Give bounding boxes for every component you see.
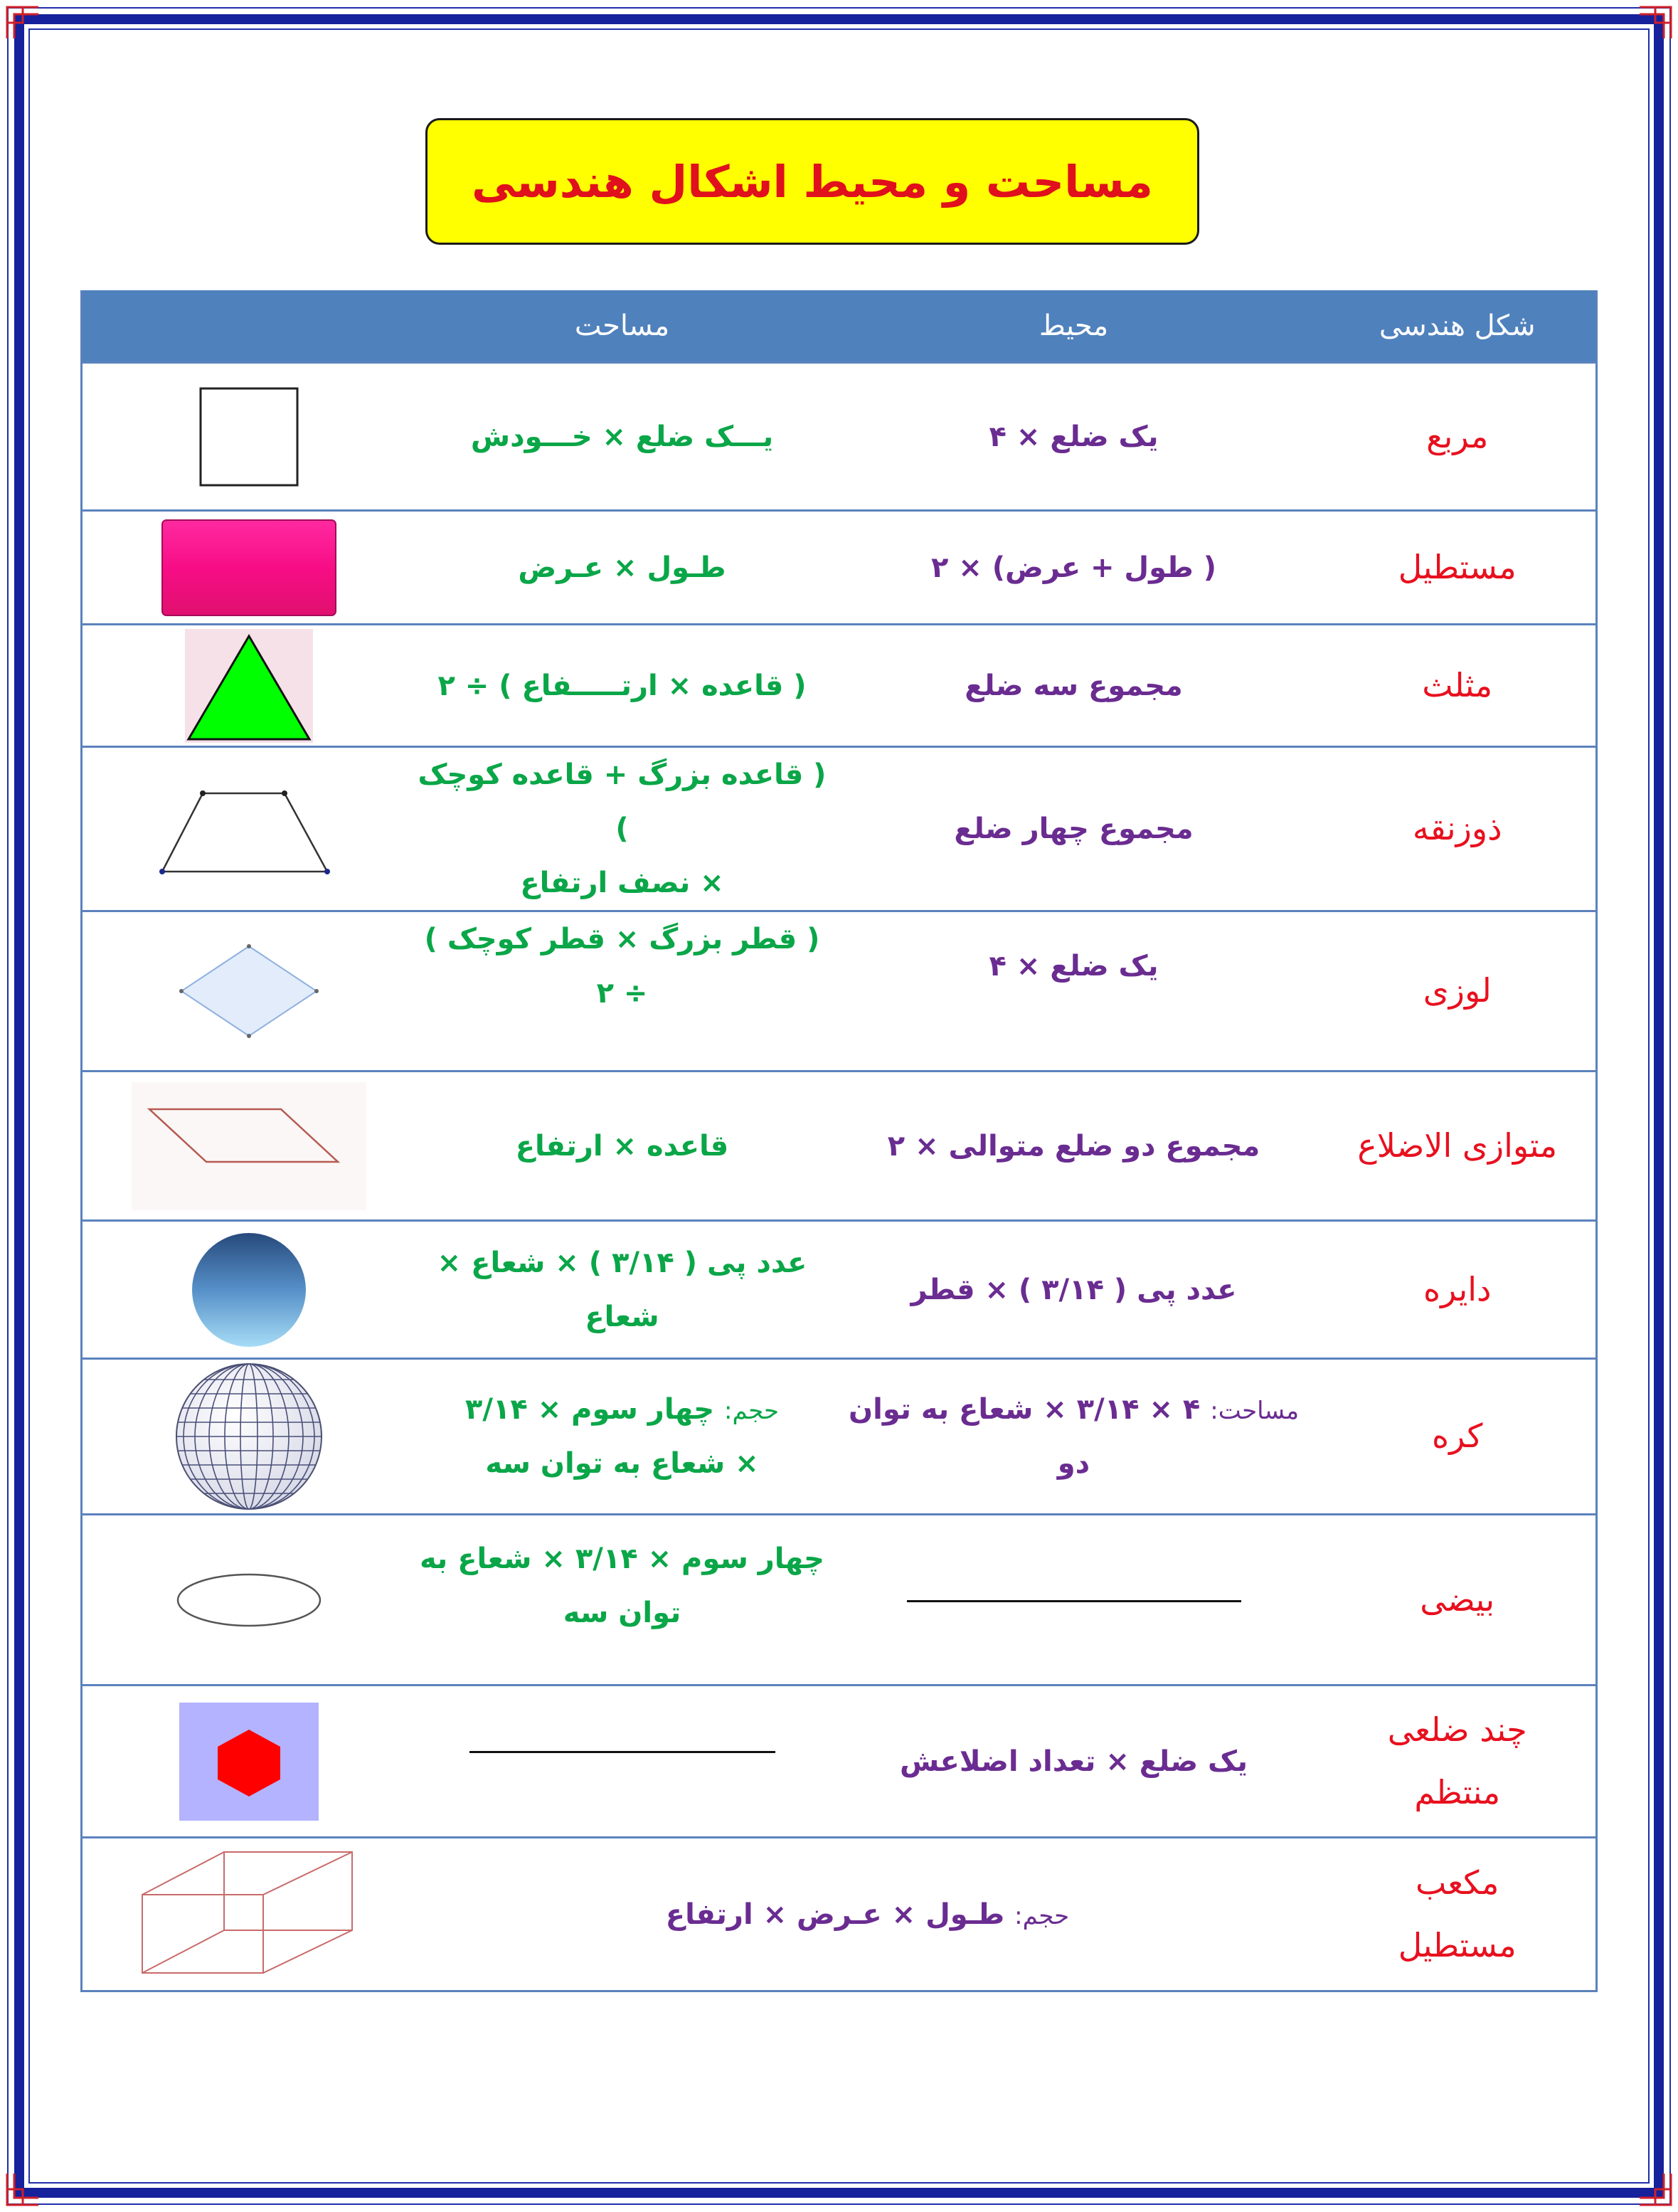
shape-name [1319, 1838, 1597, 1991]
shape-name-line1: چند ضلعی [1387, 1710, 1527, 1750]
shape-name-line1: مکعب [1416, 1863, 1499, 1903]
title-box [425, 118, 1199, 245]
shape-figure [82, 363, 416, 511]
table-row [82, 511, 1597, 625]
page-title: مساحت و محیط اشکال هندسی [472, 155, 1153, 208]
area-formula-line2: توان سه [563, 1596, 681, 1629]
shape-name-line2: منتظم [1414, 1772, 1501, 1811]
shape-name [1319, 1686, 1597, 1838]
rectangle-icon [156, 514, 341, 621]
volume-prefix: حجم: [1014, 1901, 1070, 1930]
blank-line [469, 1751, 775, 1753]
area-formula [416, 1221, 829, 1359]
shape-name: لوزی [1319, 911, 1597, 1071]
shape-name: ذوزنقه [1319, 747, 1597, 911]
perimeter-formula: یک ضلع × ۴ [829, 363, 1319, 511]
header-area: مساحت [416, 290, 829, 363]
table-row [82, 1359, 1597, 1515]
shape-name: مستطیل [1319, 511, 1597, 625]
shape-figure [82, 1359, 416, 1515]
table-row [82, 911, 1597, 1071]
shape-figure [82, 511, 416, 625]
perimeter-formula [829, 1359, 1319, 1515]
blank-line [907, 1600, 1241, 1602]
area-prefix: حجم: [724, 1397, 780, 1425]
shape-figure [82, 1838, 416, 1991]
area-formula: یـــک ضلع × خـــودش [416, 363, 829, 511]
cuboid-icon [132, 1845, 366, 1984]
table-row [82, 747, 1597, 911]
table-row [82, 1515, 1597, 1686]
corner-ornament-icon [1635, 2169, 1675, 2209]
shape-figure [82, 1515, 416, 1686]
table-row [82, 1686, 1597, 1838]
corner-ornament-icon [1635, 3, 1675, 43]
shape-name: بیضی [1319, 1515, 1597, 1686]
shape-name: کره [1319, 1359, 1597, 1515]
area-formula: ( قاعده × ارتـــــفاع ) ÷ ۲ [416, 625, 829, 747]
area-formula [416, 911, 829, 1071]
area-formula: طـول × عـرض [416, 511, 829, 625]
header-perimeter: محیط [829, 290, 1319, 363]
shape-figure [82, 1221, 416, 1359]
header-shape: شکل هندسی [1319, 290, 1597, 363]
perimeter-formula: عدد پی ( ۳/۱۴ ) × قطر [829, 1221, 1319, 1359]
perimeter-formula-line1: مساحت: ۴ × ۳/۱۴ × شعاع به توان [848, 1393, 1300, 1426]
corner-ornament-icon [3, 2169, 43, 2209]
shape-figure [82, 1071, 416, 1221]
area-formula-line1: حجم: چهار سوم × ۳/۱۴ [464, 1393, 780, 1426]
perimeter-formula [829, 1515, 1319, 1686]
shape-name: مثلث [1319, 625, 1597, 747]
table-header-row [82, 290, 1597, 363]
triangle-icon [185, 629, 313, 743]
perimeter-formula: مجموع چهار ضلع [829, 747, 1319, 911]
shape-name: متوازی الاضلاع [1319, 1071, 1597, 1221]
shape-name: دایره [1319, 1221, 1597, 1359]
area-formula-text: ( قطر بزرگ × قطر کوچک ) ÷ ۲ [424, 923, 820, 1010]
area-formula-line1: ( قاعده بزرگ + قاعده کوچک ) [418, 758, 827, 845]
area-formula [416, 1686, 829, 1838]
perimeter-formula [829, 911, 1319, 1071]
area-formula-line1: چهار سوم × ۳/۱۴ × شعاع به [420, 1542, 824, 1575]
area-formula: قاعده × ارتفاع [416, 1071, 829, 1221]
table-row [82, 1221, 1597, 1359]
hexagon-icon [179, 1703, 319, 1821]
circle-icon [188, 1229, 309, 1350]
table-row [82, 363, 1597, 511]
perimeter-formula: یک ضلع × تعداد اضلاعش [829, 1686, 1319, 1838]
perimeter-formula: مجموع سه ضلع [829, 625, 1319, 747]
area-formula [416, 1359, 829, 1515]
area-formula-line2: × نصف ارتفاع [520, 867, 724, 899]
ellipse-icon [174, 1568, 324, 1632]
perimeter-formula-text: یک ضلع × ۴ [989, 950, 1159, 983]
shape-name-line2: مستطیل [1398, 1925, 1517, 1964]
shape-figure [82, 911, 416, 1071]
area-formula-line2: × شعاع به توان سه [485, 1447, 759, 1480]
corner-ornament-icon [3, 3, 43, 43]
geometry-table [80, 290, 1598, 1992]
shape-figure [82, 625, 416, 747]
header-figure [82, 290, 416, 363]
area-formula-line1: عدد پی ( ۳/۱۴ ) × شعاع × [437, 1246, 807, 1279]
shape-figure [82, 747, 416, 911]
square-icon [196, 383, 302, 490]
volume-formula: حجم: طـول × عـرض × ارتفاع [416, 1838, 1319, 1991]
shape-figure [82, 1686, 416, 1838]
area-formula-line2: شعاع [585, 1300, 659, 1333]
area-formula [416, 1515, 829, 1686]
table-row [82, 1071, 1597, 1221]
sphere-icon [172, 1360, 326, 1513]
table-row [82, 625, 1597, 747]
parallelogram-icon [132, 1082, 366, 1210]
perimeter-formula: ( طول + عرض) × ۲ [829, 511, 1319, 625]
perimeter-formula: مجموع دو ضلع متوالی × ۲ [829, 1071, 1319, 1221]
trapezoid-icon [156, 776, 341, 882]
table-row [82, 1838, 1597, 1991]
perimeter-prefix: مساحت: [1210, 1397, 1300, 1425]
shape-name: مربع [1319, 363, 1597, 511]
rhombus-icon [171, 938, 327, 1044]
perimeter-formula-line2: دو [1057, 1447, 1090, 1480]
area-formula [416, 747, 829, 911]
